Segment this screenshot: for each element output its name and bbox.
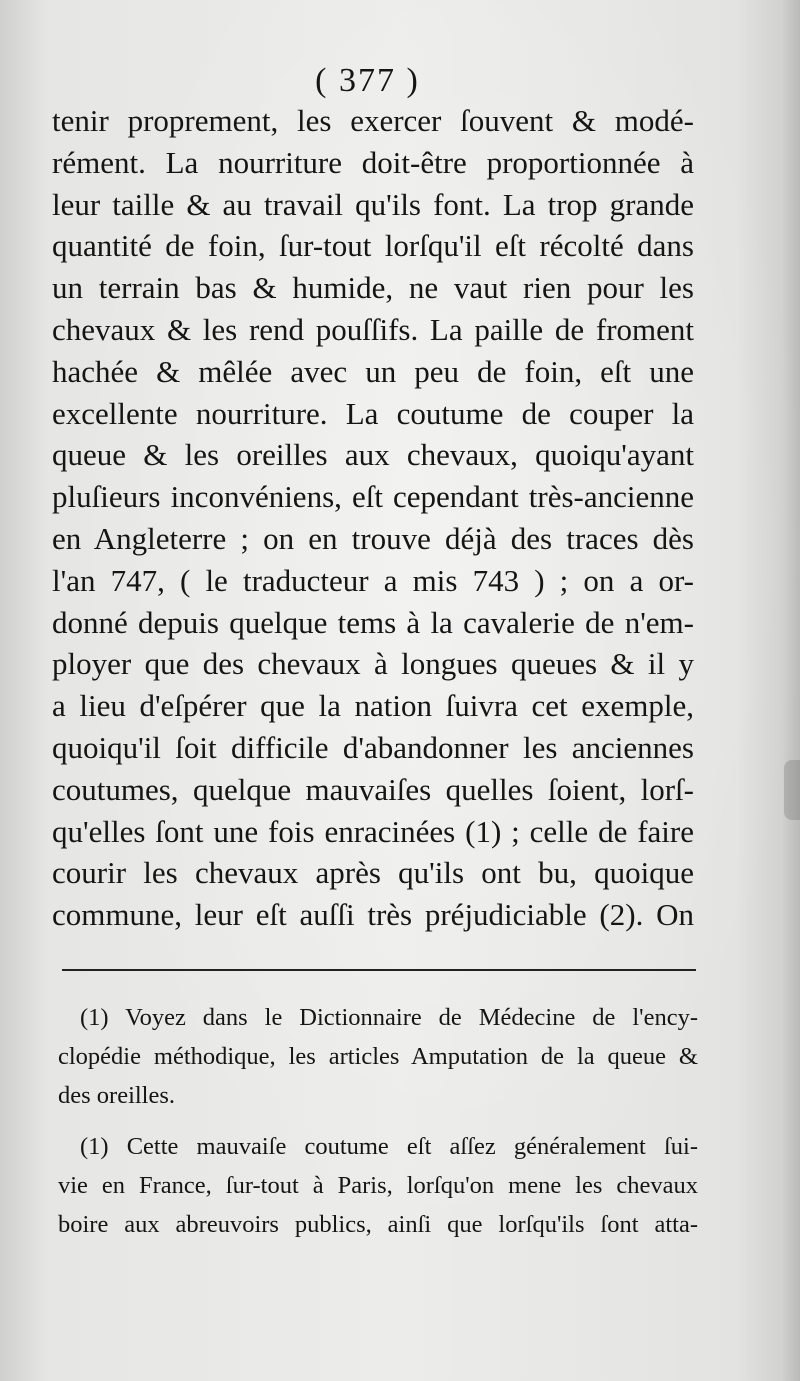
- footnotes: [58, 998, 698, 1244]
- text-line: donné depuis quelque tems à la cavalerie de n'em-: [52, 604, 694, 640]
- text-line: chevaux & les rend pouſſifs. La paille de froment: [52, 311, 694, 347]
- main-text: [52, 100, 694, 936]
- text-line: en Angleterre ; on en trouve déjà des traces dès: [52, 520, 694, 556]
- text-line: ployer que des chevaux à longues queues & il y: [52, 646, 694, 682]
- text-line: queue & les oreilles aux chevaux, quoiqu'ayant: [52, 437, 694, 473]
- footnote-divider: [62, 969, 696, 971]
- text-line: un terrain bas & humide, ne vaut rien pour les: [52, 270, 694, 306]
- page-number: ( 377 ): [315, 62, 420, 99]
- footnote-line: clopédie méthodique, les articles Amputation de la queue &: [58, 1043, 698, 1070]
- text-line: hachée & mêlée avec un peu de foin, eſt une: [52, 353, 694, 389]
- footnote-line: (1) Cette mauvaiſe coutume eſt aſſez généralement ſui-: [80, 1133, 698, 1160]
- text-line: tenir proprement, les exercer ſouvent & modé-: [52, 103, 694, 138]
- footnote-1: [58, 998, 698, 1115]
- footnote-line: (1) Voyez dans le Dictionnaire de Médecine de l'ency-: [80, 1004, 698, 1031]
- text-line: excellente nourriture. La coutume de couper la: [52, 395, 694, 431]
- text-line: quoiqu'il ſoit difficile d'abandonner les anciennes: [52, 729, 694, 765]
- page-edge-shadow: [782, 0, 800, 1381]
- text-line: l'an 747, ( le traducteur a mis 743 ) ; on a or-: [52, 562, 694, 598]
- text-line: leur taille & au travail qu'ils font. La trop grande: [52, 186, 694, 222]
- text-line: coutumes, quelque mauvaiſes quelles ſoient, lorſ-: [52, 771, 694, 807]
- text-line: rément. La nourriture doit-être proportionnée à: [52, 144, 694, 180]
- text-line: qu'elles ſont une fois enracinées (1) ; celle de faire: [52, 813, 694, 849]
- text-line: a lieu d'eſpérer que la nation ſuivra cet exemple,: [52, 688, 694, 724]
- text-line: quantité de foin, ſur-tout lorſqu'il eſt récolté dans: [52, 228, 694, 264]
- footnote-line: des oreilles.: [58, 1082, 176, 1109]
- text-line: commune, leur eſt auſſi très préjudiciable (2). On: [52, 897, 694, 933]
- text-line: courir les chevaux après qu'ils ont bu, quoique: [52, 855, 694, 891]
- text-line: pluſieurs inconvéniens, eſt cependant très-ancienne: [52, 479, 694, 515]
- footnote-line: boire aux abreuvoirs publics, ainſi que lorſqu'ils ſont atta-: [58, 1211, 698, 1238]
- footnote-2: [58, 1127, 698, 1244]
- footnote-line: vie en France, ſur-tout à Paris, lorſqu'on mene les chevaux: [58, 1172, 698, 1199]
